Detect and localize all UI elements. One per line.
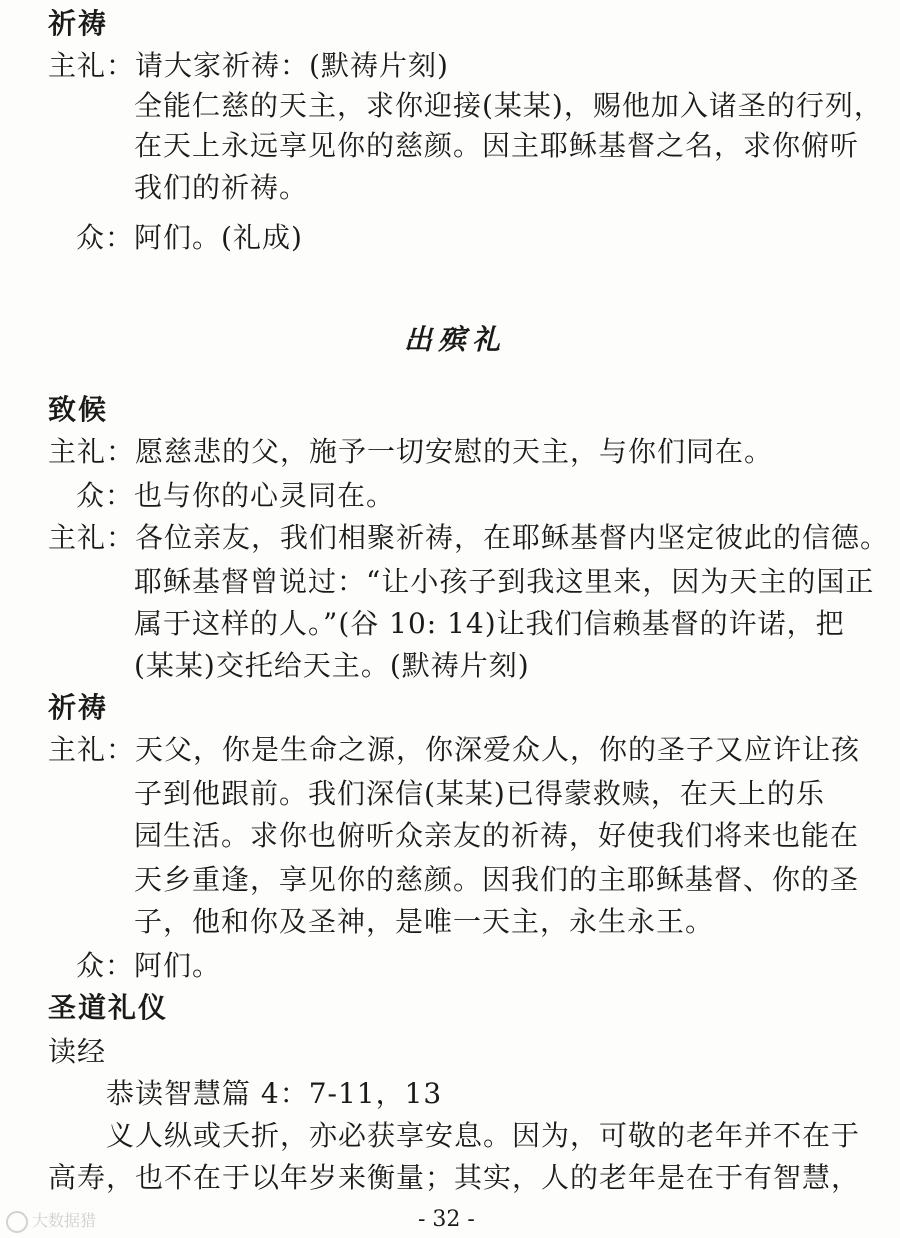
line-text: 愿慈悲的父，施予一切安慰的天主，与你们同在。 <box>135 435 774 468</box>
speaker-label: 主礼： <box>48 49 136 82</box>
speaker-label: 众： <box>76 221 135 254</box>
text-line: (某某)交托给天主。(默祷片刻) <box>134 649 530 682</box>
page-title: 出殡礼 <box>404 323 507 356</box>
text-line <box>48 434 773 470</box>
line-text: 阿们。(礼成) <box>134 221 303 254</box>
line-text: 阿们。 <box>134 949 222 982</box>
subheading-reading: 读经 <box>48 1035 107 1068</box>
text-line <box>48 520 889 556</box>
text-line: 义人纵或夭折，亦必获享安息。因为，可敬的老年并不在于 <box>106 1119 861 1152</box>
watermark <box>6 1208 96 1233</box>
section-heading-greeting: 致候 <box>48 393 109 426</box>
speaker-label: 主礼： <box>48 733 136 766</box>
text-line <box>48 48 449 84</box>
watermark-logo-icon <box>6 1211 28 1233</box>
text-line: 我们的祈祷。 <box>134 171 309 204</box>
text-line: 在天上永远享见你的慈颜。因主耶稣基督之名，求你俯听 <box>134 129 860 162</box>
line-text: 请大家祈祷：(默祷片刻) <box>135 49 449 82</box>
page-number: - 32 - <box>418 1207 475 1232</box>
watermark-text: 大数据猎 <box>32 1211 97 1230</box>
section-heading-liturgy: 圣道礼仪 <box>48 991 169 1024</box>
text-line: 子到他跟前。我们深信(某某)已得蒙救赎，在天上的乐 <box>134 777 825 810</box>
text-line: 子，他和你及圣神，是唯一天主，永生永王。 <box>134 905 715 938</box>
section-heading-prayer: 祈祷 <box>48 7 109 40</box>
speaker-label: 众： <box>76 949 135 982</box>
text-line <box>76 948 221 984</box>
reading-title: 恭读智慧篇 4：7-11，13 <box>106 1077 443 1110</box>
text-line <box>76 478 395 514</box>
line-text: 也与你的心灵同在。 <box>134 479 396 512</box>
text-line: 属于这样的人。”(谷 10: 14)让我们信赖基督的许诺，把 <box>134 607 845 640</box>
line-text: 天父，你是生命之源，你深爱众人，你的圣子又应许让孩 <box>135 733 861 766</box>
text-line <box>76 220 303 256</box>
text-line: 园生活。求你也俯听众亲友的祈祷，好使我们将来也能在 <box>134 819 860 852</box>
speaker-label: 主礼： <box>48 521 136 554</box>
line-text: 各位亲友，我们相聚祈祷，在耶稣基督内坚定彼此的信德。 <box>135 521 890 554</box>
text-line: 高寿，也不在于以年岁来衡量；其实，人的老年是在于有智慧， <box>48 1161 861 1194</box>
speaker-label: 主礼： <box>48 435 136 468</box>
text-line <box>48 732 860 768</box>
text-line: 耶稣基督曾说过：“让小孩子到我这里来，因为天主的国正 <box>134 565 875 598</box>
text-line: 天乡重逢，享见你的慈颜。因我们的主耶稣基督、你的圣 <box>134 863 860 896</box>
section-heading-prayer-2: 祈祷 <box>48 691 109 724</box>
text-line: 全能仁慈的天主，求你迎接(某某)，赐他加入诸圣的行列， <box>134 89 883 122</box>
speaker-label: 众： <box>76 479 135 512</box>
